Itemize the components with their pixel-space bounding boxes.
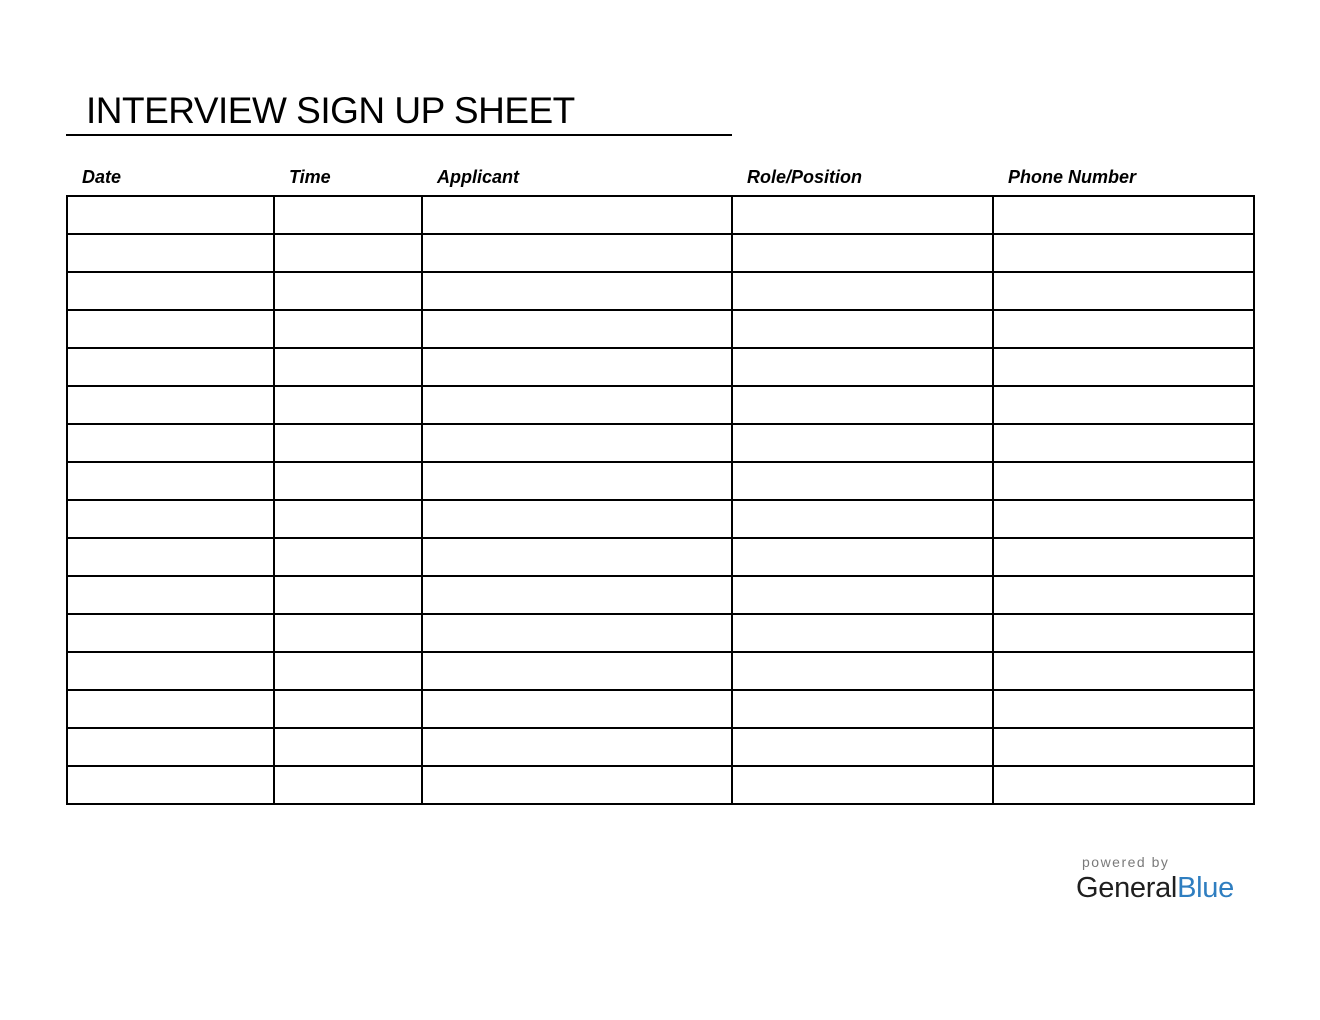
time-cell[interactable] — [274, 386, 422, 424]
date-cell[interactable] — [67, 500, 274, 538]
phone-number-cell[interactable] — [993, 348, 1254, 386]
applicant-cell[interactable] — [422, 348, 732, 386]
role-position-cell[interactable] — [732, 690, 993, 728]
time-cell[interactable] — [274, 348, 422, 386]
date-cell[interactable] — [67, 728, 274, 766]
table-row — [67, 690, 1254, 728]
date-cell[interactable] — [67, 386, 274, 424]
table-row — [67, 424, 1254, 462]
time-cell[interactable] — [274, 614, 422, 652]
role-position-cell[interactable] — [732, 766, 993, 804]
role-position-cell[interactable] — [732, 310, 993, 348]
time-cell[interactable] — [274, 234, 422, 272]
applicant-cell[interactable] — [422, 462, 732, 500]
time-cell[interactable] — [274, 538, 422, 576]
title-underline — [66, 134, 732, 136]
table-row — [67, 310, 1254, 348]
table-row — [67, 234, 1254, 272]
date-cell[interactable] — [67, 348, 274, 386]
time-cell[interactable] — [274, 310, 422, 348]
table-row — [67, 652, 1254, 690]
phone-number-cell[interactable] — [993, 538, 1254, 576]
phone-number-cell[interactable] — [993, 652, 1254, 690]
phone-number-cell[interactable] — [993, 462, 1254, 500]
time-cell[interactable] — [274, 690, 422, 728]
phone-number-cell[interactable] — [993, 576, 1254, 614]
time-cell[interactable] — [274, 500, 422, 538]
phone-number-cell[interactable] — [993, 310, 1254, 348]
role-position-cell[interactable] — [732, 500, 993, 538]
time-cell[interactable] — [274, 652, 422, 690]
column-header-date: Date — [82, 167, 122, 187]
table-row — [67, 386, 1254, 424]
phone-number-cell[interactable] — [993, 196, 1254, 234]
role-position-cell[interactable] — [732, 728, 993, 766]
date-cell[interactable] — [67, 310, 274, 348]
applicant-cell[interactable] — [422, 500, 732, 538]
date-cell[interactable] — [67, 272, 274, 310]
date-cell[interactable] — [67, 424, 274, 462]
applicant-cell[interactable] — [422, 576, 732, 614]
applicant-cell[interactable] — [422, 728, 732, 766]
phone-number-cell[interactable] — [993, 272, 1254, 310]
table-row — [67, 766, 1254, 804]
date-cell[interactable] — [67, 462, 274, 500]
role-position-cell[interactable] — [732, 234, 993, 272]
column-header-applicant: Applicant — [437, 167, 520, 187]
phone-number-cell[interactable] — [993, 766, 1254, 804]
sign-up-table-body — [67, 196, 1254, 804]
role-position-cell[interactable] — [732, 538, 993, 576]
date-cell[interactable] — [67, 538, 274, 576]
table-row — [67, 348, 1254, 386]
applicant-cell[interactable] — [422, 310, 732, 348]
date-cell[interactable] — [67, 766, 274, 804]
applicant-cell[interactable] — [422, 234, 732, 272]
table-row — [67, 576, 1254, 614]
phone-number-cell[interactable] — [993, 614, 1254, 652]
table-row — [67, 500, 1254, 538]
table-row — [67, 538, 1254, 576]
applicant-cell[interactable] — [422, 652, 732, 690]
table-row — [67, 196, 1254, 234]
role-position-cell[interactable] — [732, 652, 993, 690]
role-position-cell[interactable] — [732, 272, 993, 310]
phone-number-cell[interactable] — [993, 500, 1254, 538]
role-position-cell[interactable] — [732, 576, 993, 614]
phone-number-cell[interactable] — [993, 690, 1254, 728]
date-cell[interactable] — [67, 614, 274, 652]
brand-logo — [1076, 870, 1234, 906]
sign-up-table — [66, 195, 1255, 805]
applicant-cell[interactable] — [422, 272, 732, 310]
time-cell[interactable] — [274, 576, 422, 614]
applicant-cell[interactable] — [422, 690, 732, 728]
applicant-cell[interactable] — [422, 538, 732, 576]
date-cell[interactable] — [67, 652, 274, 690]
date-cell[interactable] — [67, 576, 274, 614]
phone-number-cell[interactable] — [993, 424, 1254, 462]
table-row — [67, 272, 1254, 310]
role-position-cell[interactable] — [732, 196, 993, 234]
date-cell[interactable] — [67, 234, 274, 272]
time-cell[interactable] — [274, 462, 422, 500]
phone-number-cell[interactable] — [993, 386, 1254, 424]
phone-number-cell[interactable] — [993, 234, 1254, 272]
role-position-cell[interactable] — [732, 348, 993, 386]
applicant-cell[interactable] — [422, 196, 732, 234]
table-row — [67, 462, 1254, 500]
time-cell[interactable] — [274, 196, 422, 234]
role-position-cell[interactable] — [732, 614, 993, 652]
role-position-cell[interactable] — [732, 462, 993, 500]
time-cell[interactable] — [274, 766, 422, 804]
page-title: INTERVIEW SIGN UP SHEET — [86, 90, 575, 131]
applicant-cell[interactable] — [422, 766, 732, 804]
applicant-cell[interactable] — [422, 614, 732, 652]
brand-logo-blue: Blue — [1177, 872, 1234, 904]
date-cell[interactable] — [67, 690, 274, 728]
role-position-cell[interactable] — [732, 424, 993, 462]
table-row — [67, 728, 1254, 766]
time-cell[interactable] — [274, 728, 422, 766]
time-cell[interactable] — [274, 272, 422, 310]
role-position-cell[interactable] — [732, 386, 993, 424]
applicant-cell[interactable] — [422, 424, 732, 462]
phone-number-cell[interactable] — [993, 728, 1254, 766]
date-cell[interactable] — [67, 196, 274, 234]
applicant-cell[interactable] — [422, 386, 732, 424]
powered-by-label: powered by — [1082, 854, 1170, 870]
column-header-time: Time — [289, 167, 331, 187]
table-row — [67, 614, 1254, 652]
time-cell[interactable] — [274, 424, 422, 462]
column-header-role-position: Role/Position — [747, 167, 863, 187]
column-header-phone-number: Phone Number — [1008, 167, 1137, 187]
brand-logo-general: General — [1076, 872, 1178, 904]
